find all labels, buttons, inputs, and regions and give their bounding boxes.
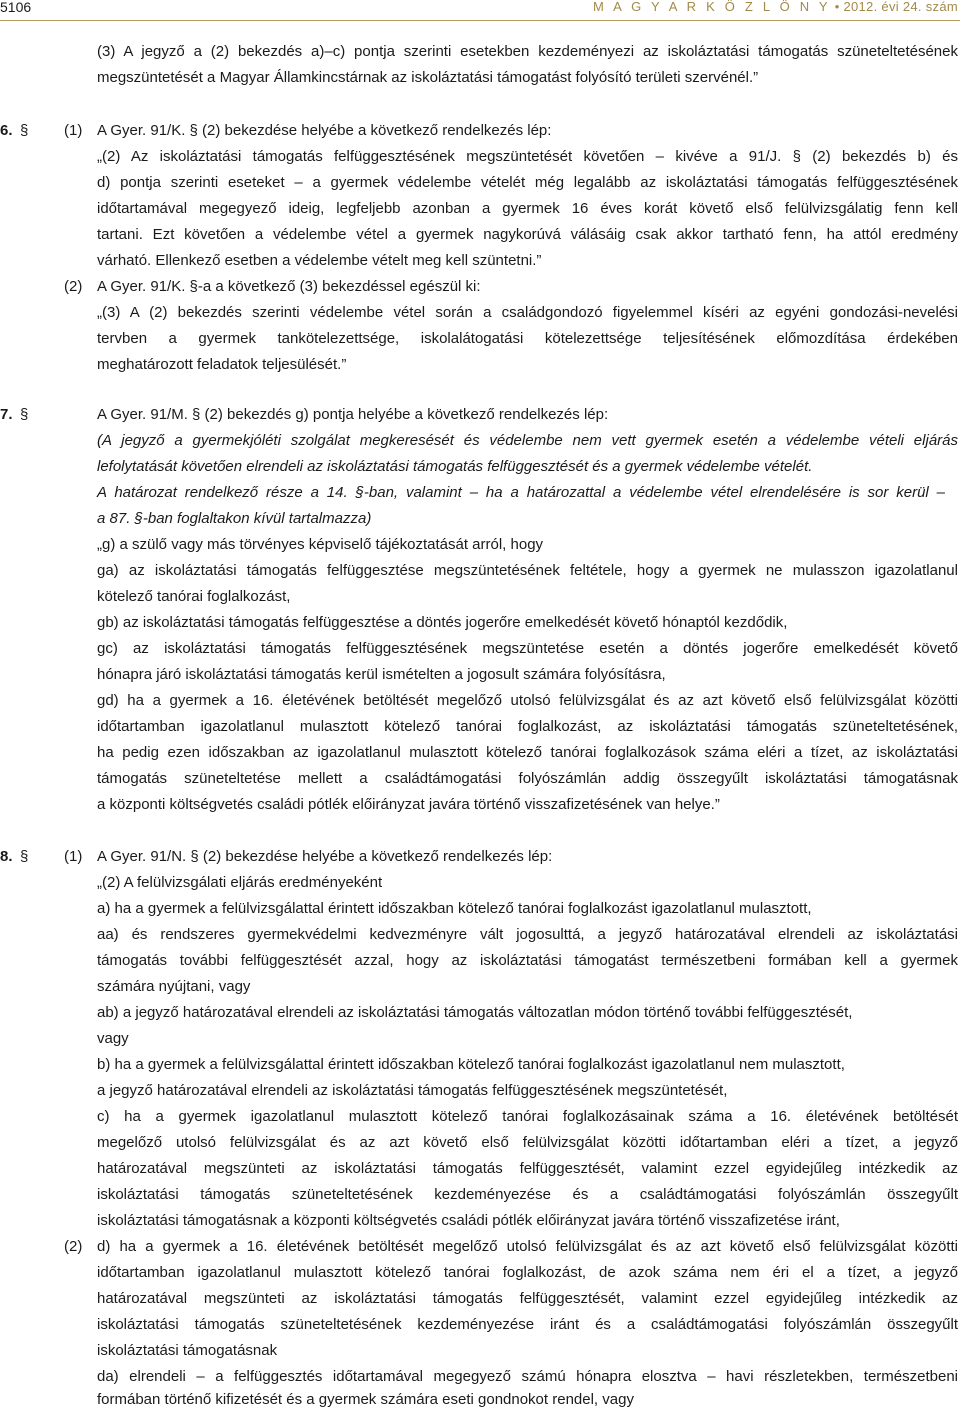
text-line: a) ha a gyermek a felülvizsgálattal érintett időszakban kötelező tanórai foglalkozást igazolatlanul mulasztott, [97, 900, 812, 917]
text-line: időtartamban igazolatlanul mulasztott kötelező tanórai foglalkozást, az iskoláztatási támogatás szüneteltetésének, [97, 718, 958, 735]
text-line: „g) a szülő vagy más törvényes képviselő tájékoztatását arról, hogy [97, 536, 544, 553]
page-number: 5106 [0, 0, 32, 15]
text-line: „(2) A felülvizsgálati eljárás eredményeként [97, 874, 383, 891]
section-sign: § [20, 848, 29, 865]
header-divider [0, 20, 960, 21]
text-line: támogatás további felfüggesztését azzal, hogy az iskoláztatási támogatást természetbeni formában kell a gyermek [97, 952, 958, 969]
text-line: lefolytatását követően elrendeli az iskoláztatási támogatás felfüggesztését és a gyermek védelembe vételét. [97, 458, 813, 475]
subsection-number: (1) [64, 122, 83, 139]
text-line: A határozat rendelkező része a 14. §-ban, valamint – ha a határozattal a védelembe vétel elrendelésére is sor kerül – [97, 484, 945, 501]
text-line: d) ha a gyermek a 16. életévének betöltését megelőző utolsó felülvizsgálat és az azt követő első felülvizsgálat közötti [97, 1238, 958, 1255]
text-line: A Gyer. 91/K. § (2) bekezdése helyébe a következő rendelkezés lép: [97, 122, 552, 139]
text-line: gb) az iskoláztatási támogatás felfüggesztése a döntés jogerőre emelkedését követő hónaptól kezdődik, [97, 614, 788, 631]
text-line: a jegyző határozatával elrendeli az iskoláztatási támogatás felfüggesztésének megszüntetését, [97, 1082, 728, 1099]
text-line: kötelező tanórai foglalkozást, [97, 588, 291, 605]
text-line: megelőző utolsó felülvizsgálat és az azt követő első felülvizsgálat közötti időtartamban eléri a tízet, a jegyző [97, 1134, 958, 1151]
section-sign: § [20, 406, 29, 423]
text-line: c) ha a gyermek igazolatlanul mulasztott kötelező tanórai foglalkozásainak száma a 16. életévének betöltését [97, 1108, 958, 1125]
text-line: iskoláztatási támogatás szüneteltetésének kezdeményezése és a családtámogatási folyószámlán összegyűlt [97, 1186, 958, 1203]
text-line: hónapra járó iskoláztatási támogatás kerül ismételten a jogosult számára folyósításra, [97, 666, 666, 683]
text-line: támogatás szüneteltetése mellett a családtámogatási folyószámlán addig összegyűlt iskoláztatási támogatásnak [97, 770, 958, 787]
text-line: A Gyer. 91/M. § (2) bekezdés g) pontja helyébe a következő rendelkezés lép: [97, 406, 609, 423]
text-line: határozatával megszünteti az iskoláztatási támogatás felfüggesztését, valamint ezzel egyidejűleg intézkedik az [97, 1290, 958, 1307]
text-line: ha pedig ezen időszakban az igazolatlanul mulasztott kötelező tanórai foglalkozások száma eléri a tízet, az iskoláztatási [97, 744, 958, 761]
text-line: (A jegyző a gyermekjóléti szolgálat megkeresését és védelembe nem vett gyermek esetén a védelembe vételi eljárás [97, 432, 958, 449]
text-line: számára nyújtani, vagy [97, 978, 251, 995]
text-line: a központi költségvetés családi pótlék előirányzat javára történő visszafizetésének van helye.” [97, 796, 720, 813]
text-line: időtartamban igazolatlanul mulasztott kötelező tanórai foglalkozást, de azok száma nem éri el a tízet, a jegyző [97, 1264, 958, 1281]
text-line: (3) A jegyző a (2) bekezdés a)–c) pontja szerinti esetekben kezdeményezi az iskoláztatási támogatás szüneteltetésének [97, 43, 958, 60]
text-line: b) ha a gyermek a felülvizsgálattal érintett időszakban kötelező tanórai foglalkozást igazolatlanul nem mulasztott, [97, 1056, 845, 1073]
subsection-number: (2) [64, 1238, 83, 1255]
text-line: d) pontja szerinti eseteket – a gyermek védelembe vételét még legalább az iskoláztatási támogatás felfüggesztésének [97, 174, 958, 191]
text-line: határozatával megszünteti az iskoláztatási támogatás felfüggesztését, valamint ezzel egyidejűleg intézkedik az [97, 1160, 958, 1177]
text-line: gc) az iskoláztatási támogatás felfüggesztésének megszüntetése esetén a döntés jogerőre emelkedését követő [97, 640, 958, 657]
section-number: 8. [0, 848, 13, 865]
text-line: iskoláztatási támogatásnak [97, 1342, 278, 1359]
text-line: meghatározott feladatok teljesülését.” [97, 356, 347, 373]
section-sign: § [20, 122, 29, 139]
subsection-number: (1) [64, 848, 83, 865]
subsection-number: (2) [64, 278, 83, 295]
header-bullet: • [834, 0, 840, 14]
text-line: ab) a jegyző határozatával elrendeli az iskoláztatási támogatás változatlan módon történő további felfüggesztését, [97, 1004, 853, 1021]
text-line: időtartamával megegyező ideig, legfeljebb azonban a gyermek 16 éves korát követő első felülvizsgálatig fenn kell [97, 200, 958, 217]
text-line: tartani. Ezt követően a védelembe vétel a gyermek nagykorúvá válásáig csak akkor tartható fenn, ha attól eredmény [97, 226, 958, 243]
issue-info: 2012. évi 24. szám [843, 0, 958, 14]
text-line: iskoláztatási támogatás szüneteltetésének kezdeményezése iránt és a családtámogatási folyószámlán összegyűlt [97, 1316, 958, 1333]
text-line: vagy [97, 1030, 129, 1047]
text-line: da) elrendeli – a felfüggesztés időtartamával megegyező számú hónapra elosztva – havi részletekben, természetbeni [97, 1368, 958, 1385]
text-line: formában történő kifizetését és a gyermek számára eseti gondnokot rendel, vagy [97, 1391, 634, 1408]
text-line: tervben a gyermek tankötelezettsége, iskolalátogatási kötelezettsége teljesítésének előmozdítása érdekében [97, 330, 958, 347]
text-line: iskoláztatási támogatásnak a központi költségvetés családi pótlék előirányzat javára történő visszafizetése iránt, [97, 1212, 840, 1229]
text-line: ga) az iskoláztatási támogatás felfüggesztése megszüntetésének feltétele, hogy a gyermek ne mulasszon igazolatlanul [97, 562, 958, 579]
text-line: „(2) Az iskoláztatási támogatás felfüggesztésének megszüntetését követően – kivéve a 91/J. § (2) bekezdés b) és [97, 148, 958, 165]
text-line: megszüntetését a Magyar Államkincstárnak az iskoláztatási támogatást folyósító területi szervénél.” [97, 69, 759, 86]
text-line: A Gyer. 91/N. § (2) bekezdése helyébe a következő rendelkezés lép: [97, 848, 553, 865]
text-line: aa) és rendszeres gyermekvédelmi kedvezményre vált jogosulttá, a jegyző határozatával elrendeli az iskoláztatási [97, 926, 958, 943]
publication-title: M A G Y A R K Ö Z L Ö N Y [593, 0, 831, 14]
text-line: a 87. §-ban foglaltakon kívül tartalmazza) [97, 510, 372, 527]
publication-info [593, 0, 958, 14]
text-line: A Gyer. 91/K. §-a a következő (3) bekezdéssel egészül ki: [97, 278, 481, 295]
section-number: 6. [0, 122, 13, 139]
text-line: gd) ha a gyermek a 16. életévének betöltését megelőző utolsó felülvizsgálat és az azt követő első felülvizsgálat közötti [97, 692, 958, 709]
page-header [0, 0, 960, 16]
section-number: 7. [0, 406, 13, 423]
text-line: várható. Ellenkező esetben a védelembe vételt meg kell szüntetni.” [97, 252, 542, 269]
text-line: „(3) A (2) bekezdés szerinti védelembe vétel során a családgondozó figyelemmel kíséri az egyéni gondozási-nevelési [97, 304, 958, 321]
